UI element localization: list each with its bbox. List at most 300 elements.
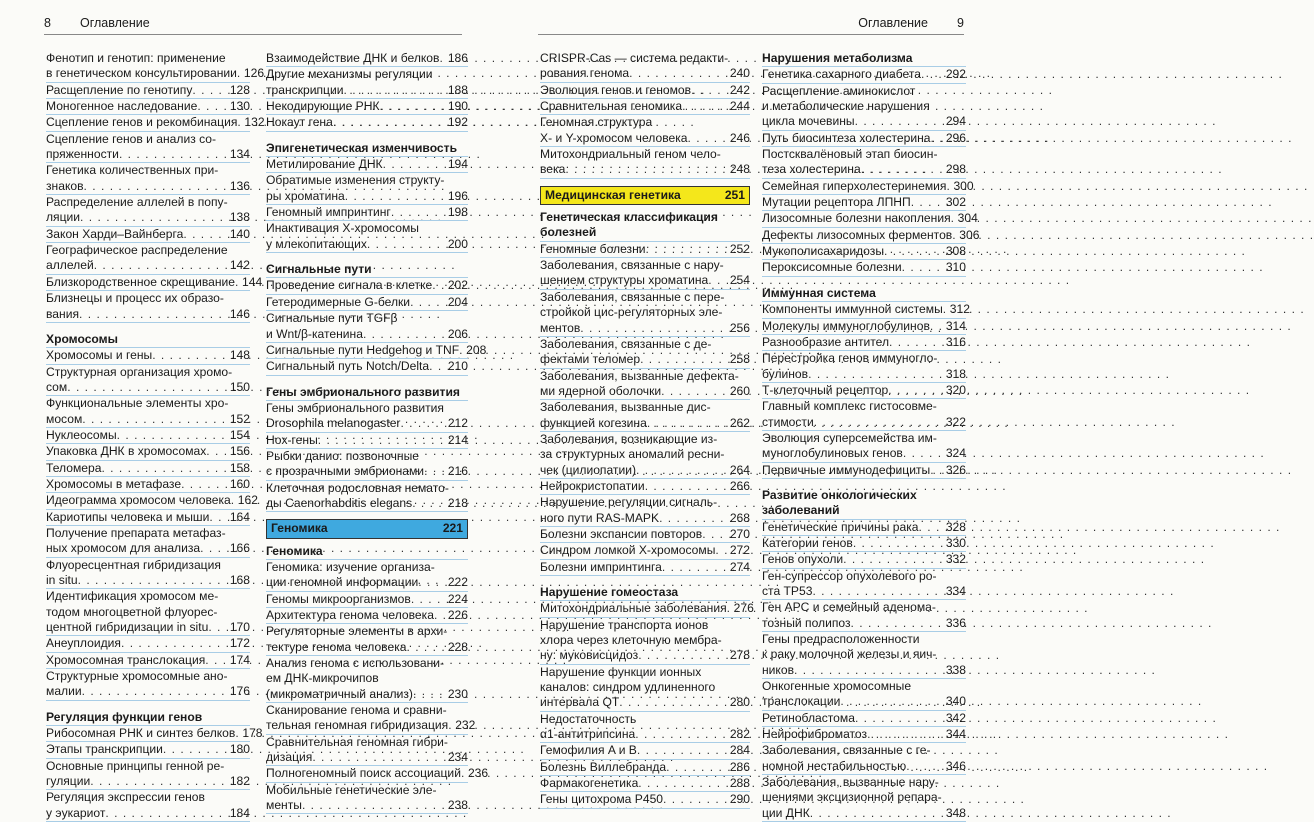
toc-entry[interactable] bbox=[266, 783, 468, 815]
toc-entry-page: 136 bbox=[229, 178, 250, 193]
toc-entry[interactable] bbox=[540, 369, 750, 401]
toc-entry[interactable] bbox=[266, 67, 468, 99]
toc-entry-title: Болезни экспансии повторов bbox=[540, 526, 703, 541]
leader-dots bbox=[318, 433, 445, 448]
toc-entry-title: Гены цитохрома P450 bbox=[540, 792, 664, 807]
toc-entry[interactable] bbox=[540, 792, 750, 808]
toc-entry[interactable] bbox=[46, 132, 250, 164]
toc-entry-page: 258 bbox=[729, 352, 750, 367]
leader-dots bbox=[82, 684, 227, 699]
toc-entry[interactable] bbox=[762, 302, 970, 318]
toc-entry[interactable] bbox=[46, 243, 250, 275]
leader-dots bbox=[840, 694, 942, 709]
toc-entry-title: Эволюция суперсемейства им- bbox=[762, 430, 937, 445]
toc-entry-title: Нуклеосомы bbox=[46, 427, 117, 442]
toc-entry-title: малии bbox=[46, 684, 82, 699]
toc-entry[interactable] bbox=[762, 679, 966, 711]
leader-dots bbox=[930, 463, 943, 478]
part-banner-genomics[interactable] bbox=[266, 519, 468, 538]
toc-entry-page: 216 bbox=[447, 464, 468, 479]
toc-entry[interactable] bbox=[266, 295, 468, 311]
section-heading-embryo-genes: Гены эмбрионального развития bbox=[266, 385, 468, 401]
toc-entry-page: 188 bbox=[447, 82, 468, 97]
toc-entry[interactable] bbox=[540, 665, 750, 712]
toc-entry[interactable] bbox=[46, 558, 250, 590]
toc-entry[interactable] bbox=[540, 712, 750, 744]
toc-entry[interactable] bbox=[46, 653, 250, 669]
toc-entry[interactable] bbox=[46, 444, 250, 460]
leader-dots bbox=[80, 210, 227, 225]
toc-entry-title: ментов bbox=[540, 320, 581, 335]
toc-entry-title: Ген APC и семейный аденома- bbox=[762, 600, 936, 615]
toc-entry-title: Основные принципы генной ре- bbox=[46, 758, 225, 773]
toc-entry[interactable] bbox=[46, 163, 250, 195]
toc-entry-page: 300 bbox=[953, 178, 974, 193]
toc-entry[interactable] bbox=[266, 449, 468, 481]
leader-dots bbox=[432, 278, 445, 293]
leader-dots bbox=[812, 584, 942, 599]
right-page-title: Оглавление bbox=[858, 16, 928, 30]
toc-entry[interactable] bbox=[540, 527, 750, 543]
toc-entry-title: с прозрачными эмбрионами bbox=[266, 464, 425, 479]
toc-entry-title: Заболевания, связанные с пере- bbox=[540, 289, 725, 304]
toc-entry-page: 346 bbox=[945, 758, 966, 773]
toc-entry-title: Сравнительная геномная гибри- bbox=[266, 734, 448, 749]
toc-entry[interactable] bbox=[540, 618, 750, 665]
leader-dots bbox=[410, 295, 445, 310]
toc-entry[interactable] bbox=[762, 244, 966, 260]
toc-entry-title: ных хромосом для анализа bbox=[46, 541, 201, 556]
toc-entry-title: Регуляция экспрессии генов bbox=[46, 790, 205, 805]
toc-entry[interactable] bbox=[540, 760, 750, 776]
toc-entry-title: ем ДНК-микрочипов bbox=[266, 671, 379, 686]
toc-entry[interactable] bbox=[46, 477, 250, 493]
toc-entry-page: 306 bbox=[959, 227, 980, 242]
toc-list bbox=[46, 726, 263, 822]
toc-list bbox=[266, 278, 487, 375]
toc-entry[interactable] bbox=[266, 433, 468, 449]
toc-entry-title: Генетика количественных при- bbox=[46, 163, 219, 178]
toc-entry[interactable] bbox=[46, 365, 250, 397]
leader-dots bbox=[343, 83, 444, 98]
right-page-header bbox=[538, 14, 964, 35]
toc-entry[interactable] bbox=[540, 495, 750, 527]
toc-entry-title: тектуре генома человека bbox=[266, 639, 407, 654]
toc-entry-title: (микроматричный анализ) bbox=[266, 686, 413, 701]
toc-entry-title: ного пути RAS-MAPK bbox=[540, 510, 660, 525]
toc-entry-page: 320 bbox=[945, 382, 966, 397]
toc-entry[interactable] bbox=[762, 727, 966, 743]
leader-dots bbox=[708, 273, 727, 288]
toc-entry[interactable] bbox=[266, 173, 468, 205]
leader-dots bbox=[911, 195, 943, 210]
toc-entry[interactable] bbox=[540, 400, 750, 432]
leader-dots bbox=[197, 99, 227, 114]
toc-entry[interactable] bbox=[46, 83, 250, 99]
toc-entry[interactable] bbox=[540, 560, 750, 576]
toc-entry-title: знаков bbox=[46, 178, 84, 193]
toc-entry-page: 244 bbox=[729, 99, 750, 114]
toc-entry[interactable] bbox=[266, 221, 468, 253]
toc-entry-page: 140 bbox=[229, 226, 250, 241]
toc-entry[interactable] bbox=[46, 227, 250, 243]
leader-dots bbox=[119, 147, 227, 162]
toc-entry[interactable] bbox=[266, 311, 468, 343]
toc-list bbox=[762, 302, 970, 479]
toc-entry[interactable] bbox=[762, 147, 966, 179]
toc-entry[interactable] bbox=[266, 592, 468, 608]
toc-entry-title: Идеограмма хромосом человека bbox=[46, 493, 231, 508]
toc-entry-page: 290 bbox=[729, 792, 750, 807]
toc-entry-title: Дефекты лизосомных ферментов bbox=[762, 227, 953, 242]
toc-entry[interactable] bbox=[46, 742, 250, 758]
part-banner-label: Медицинская генетика bbox=[545, 187, 681, 202]
toc-entry-title: Главный комплекс гистосовме- bbox=[762, 399, 937, 414]
toc-entry-page: 322 bbox=[945, 414, 966, 429]
leader-dots bbox=[638, 648, 727, 663]
toc-entry[interactable] bbox=[46, 493, 258, 509]
toc-entry[interactable] bbox=[762, 600, 966, 632]
toc-entry[interactable] bbox=[266, 51, 468, 67]
toc-entry[interactable] bbox=[540, 83, 750, 99]
toc-entry-page: 274 bbox=[729, 559, 750, 574]
toc-entry[interactable] bbox=[540, 776, 750, 792]
leader-dots bbox=[105, 806, 226, 821]
leader-dots bbox=[635, 727, 727, 742]
toc-entry-title: Структурная организация хромо- bbox=[46, 364, 233, 379]
toc-entry-page: 314 bbox=[945, 318, 966, 333]
toc-entry-title: Постсквалёновый этап биосин- bbox=[762, 147, 938, 162]
toc-entry-page: 232 bbox=[455, 718, 476, 733]
toc-entry-title: Упаковка ДНК в хромосомах bbox=[46, 444, 207, 459]
toc-entry[interactable] bbox=[540, 290, 750, 337]
toc-entry-page: 148 bbox=[229, 348, 250, 363]
toc-entry-title: ну: муковисцидоз bbox=[540, 648, 639, 663]
toc-entry-page: 160 bbox=[229, 476, 250, 491]
leader-dots bbox=[931, 131, 943, 146]
toc-entry[interactable] bbox=[46, 274, 263, 291]
toc-entry-title: стимости bbox=[762, 414, 814, 429]
toc-entry-title: Метилирование ДНК bbox=[266, 157, 383, 172]
toc-entry[interactable] bbox=[46, 348, 250, 364]
toc-entry[interactable] bbox=[540, 99, 750, 115]
toc-entry-title: пряженности bbox=[46, 147, 119, 162]
toc-entry-page: 184 bbox=[229, 805, 250, 820]
leader-dots bbox=[163, 742, 227, 757]
toc-entry[interactable] bbox=[762, 319, 966, 335]
toc-column-2 bbox=[266, 51, 489, 814]
toc-entry-title: Клеточная родословная немато- bbox=[266, 480, 449, 495]
leader-dots bbox=[682, 99, 727, 114]
leader-dots bbox=[79, 307, 227, 322]
toc-entry-title: Некодирующие РНК bbox=[266, 99, 380, 114]
toc-entry-page: 146 bbox=[229, 306, 250, 321]
toc-entry-page: 130 bbox=[229, 99, 250, 114]
toc-entry[interactable] bbox=[266, 481, 468, 513]
toc-entry[interactable] bbox=[540, 601, 754, 617]
toc-list bbox=[266, 559, 489, 815]
toc-entry-title: Разнообразие антител bbox=[762, 334, 890, 349]
toc-entry-title: Болезнь Виллебранда bbox=[540, 759, 667, 774]
toc-entry-title: Регуляторные элементы в архи- bbox=[266, 624, 448, 639]
toc-entry-page: 144 bbox=[242, 274, 263, 289]
toc-entry-title: Распределение аллелей в попу- bbox=[46, 195, 228, 210]
toc-entry[interactable] bbox=[762, 399, 966, 431]
toc-column-4 bbox=[762, 51, 980, 822]
toc-entry-title: Гетеродимерные G-белки bbox=[266, 294, 411, 309]
toc-entry[interactable] bbox=[266, 624, 468, 656]
toc-entry[interactable] bbox=[46, 636, 250, 652]
toc-entry-page: 296 bbox=[945, 130, 966, 145]
toc-entry[interactable] bbox=[266, 99, 468, 115]
toc-entry-page: 312 bbox=[949, 302, 970, 317]
toc-list bbox=[540, 51, 750, 179]
toc-entry[interactable] bbox=[46, 589, 250, 636]
toc-entry-page: 168 bbox=[229, 573, 250, 587]
toc-entry[interactable] bbox=[266, 205, 468, 221]
toc-entry-page: 126 bbox=[243, 66, 265, 81]
toc-entry[interactable] bbox=[540, 543, 750, 559]
toc-entry[interactable] bbox=[266, 359, 468, 375]
leader-dots bbox=[181, 477, 227, 492]
toc-entry[interactable] bbox=[46, 461, 250, 477]
toc-entry-title: муноглобулиновых генов bbox=[762, 446, 903, 461]
left-page-number: 8 bbox=[44, 16, 51, 30]
leader-dots bbox=[810, 806, 943, 821]
toc-entry-page: 152 bbox=[229, 411, 250, 426]
toc-entry[interactable] bbox=[46, 759, 250, 791]
toc-entry[interactable] bbox=[46, 396, 250, 428]
toc-entry[interactable] bbox=[266, 278, 468, 294]
toc-entry[interactable] bbox=[266, 656, 468, 703]
toc-entry-title: рования генома bbox=[540, 66, 630, 81]
toc-entry[interactable] bbox=[762, 195, 966, 211]
part-banner-medical-genetics[interactable] bbox=[540, 186, 750, 205]
toc-entry[interactable] bbox=[762, 775, 966, 822]
toc-entry-title: Ген-супрессор опухолевого ро- bbox=[762, 568, 937, 583]
toc-list bbox=[266, 157, 468, 253]
leader-dots bbox=[380, 99, 445, 114]
section-heading-gene-regulation: Регуляция функции генов bbox=[46, 710, 250, 726]
toc-entry-page: 294 bbox=[945, 114, 966, 129]
toc-list bbox=[762, 67, 980, 276]
toc-entry-title: Структурные хромосомные ано- bbox=[46, 669, 228, 684]
toc-entry-page: 248 bbox=[729, 162, 750, 177]
toc-list bbox=[46, 348, 258, 701]
toc-entry[interactable] bbox=[266, 735, 468, 767]
toc-entry[interactable] bbox=[762, 227, 980, 244]
leader-dots bbox=[152, 348, 227, 363]
section-heading-epigenetic: Эпигенетическая изменчивость bbox=[266, 141, 468, 157]
toc-entry-title: Близкородственное скрещивание bbox=[46, 274, 235, 289]
toc-entry-title: к раку молочной железы и яич- bbox=[762, 647, 937, 662]
leader-dots bbox=[855, 114, 943, 129]
toc-entry-page: 336 bbox=[945, 615, 966, 630]
toc-entry-title: тозный полипоз bbox=[762, 615, 851, 630]
toc-entry-title: Гены предрасположенности bbox=[762, 632, 920, 647]
leader-dots bbox=[383, 157, 445, 172]
toc-entry-title: Мукополисахаридозы bbox=[762, 244, 885, 259]
toc-entry-title: Лизосомные болезни накопления bbox=[762, 211, 951, 226]
toc-entry-page: 176 bbox=[229, 684, 250, 699]
toc-entry[interactable] bbox=[46, 526, 250, 558]
leader-dots bbox=[413, 687, 445, 702]
toc-entry[interactable] bbox=[46, 291, 250, 323]
toc-entry-title: Перестройка генов иммуногло- bbox=[762, 351, 938, 366]
toc-entry[interactable] bbox=[540, 432, 750, 479]
toc-entry-title: булинов bbox=[762, 366, 809, 381]
toc-entry[interactable] bbox=[46, 51, 265, 83]
toc-entry-title: Генетические причины рака bbox=[762, 519, 919, 534]
leader-dots bbox=[429, 359, 445, 374]
leader-dots bbox=[90, 774, 227, 789]
toc-entry[interactable] bbox=[762, 131, 966, 147]
toc-entry-title: Заболевания, вызванные дефекта- bbox=[540, 368, 739, 383]
leader-dots bbox=[580, 321, 727, 336]
toc-entry[interactable] bbox=[540, 743, 750, 759]
toc-entry-page: 156 bbox=[229, 444, 250, 459]
toc-entry-title: в генетическом консультировании bbox=[46, 66, 237, 81]
toc-entry-title: интервала QT bbox=[540, 695, 620, 710]
toc-entry[interactable] bbox=[540, 479, 750, 495]
toc-entry[interactable] bbox=[762, 711, 966, 727]
toc-entry[interactable] bbox=[266, 401, 468, 433]
toc-entry-title: ми ядерной оболочки bbox=[540, 383, 662, 398]
toc-entry-title: Категории генов bbox=[762, 535, 853, 550]
toc-entry[interactable] bbox=[540, 115, 750, 147]
leader-dots bbox=[715, 543, 726, 558]
toc-entry[interactable] bbox=[762, 463, 966, 479]
toc-entry[interactable] bbox=[46, 669, 250, 701]
toc-entry-page: 330 bbox=[945, 535, 966, 550]
toc-entry-page: 202 bbox=[447, 278, 468, 293]
toc-entry[interactable] bbox=[540, 337, 750, 369]
toc-entry[interactable] bbox=[46, 726, 263, 742]
toc-entry[interactable] bbox=[46, 510, 250, 526]
toc-entry[interactable] bbox=[46, 428, 250, 444]
leader-dots bbox=[659, 511, 727, 526]
toc-entry-page: 298 bbox=[945, 162, 966, 177]
leader-dots bbox=[78, 573, 227, 588]
toc-entry[interactable] bbox=[266, 608, 468, 624]
toc-entry[interactable] bbox=[762, 383, 966, 399]
toc-entry-title: за структурных аномалий ресни- bbox=[540, 447, 725, 462]
leader-dots bbox=[688, 131, 727, 146]
toc-entry-page: 326 bbox=[945, 462, 966, 477]
toc-entry[interactable] bbox=[266, 766, 489, 782]
toc-entry-title: Проведение сигнала в клетке bbox=[266, 278, 433, 293]
toc-entry[interactable] bbox=[762, 632, 966, 679]
toc-entry[interactable] bbox=[762, 351, 966, 383]
toc-entry-title: Геномы микроорганизмов bbox=[266, 591, 411, 606]
toc-entry-page: 338 bbox=[945, 662, 966, 677]
toc-entry-page: 282 bbox=[729, 727, 750, 742]
leader-dots bbox=[889, 335, 943, 350]
toc-list bbox=[46, 51, 265, 323]
toc-entry-title: Drosophila melanogaster bbox=[266, 416, 401, 431]
toc-entry-page: 292 bbox=[945, 67, 966, 82]
toc-entry[interactable] bbox=[540, 258, 750, 290]
toc-entry[interactable] bbox=[762, 84, 966, 131]
toc-entry-page: 186 bbox=[447, 51, 468, 65]
toc-entry-page: 172 bbox=[229, 636, 250, 651]
toc-entry-title: Сигнальные пути Hedgehog и TNF bbox=[266, 342, 460, 357]
leader-dots bbox=[418, 575, 445, 590]
toc-entry[interactable] bbox=[762, 67, 966, 83]
toc-entry-page: 182 bbox=[229, 774, 250, 789]
leader-dots bbox=[702, 527, 727, 542]
toc-entry-page: 198 bbox=[447, 205, 468, 220]
toc-entry[interactable] bbox=[762, 335, 966, 351]
toc-entry[interactable] bbox=[540, 242, 750, 258]
toc-entry-page: 210 bbox=[447, 359, 468, 374]
toc-entry-title: у эукариот bbox=[46, 805, 106, 820]
toc-entry[interactable] bbox=[266, 703, 476, 735]
leader-dots bbox=[192, 83, 226, 98]
toc-entry-title: Другие механизмы регуляции bbox=[266, 67, 433, 82]
toc-entry-page: 256 bbox=[729, 320, 750, 335]
toc-entry[interactable] bbox=[46, 115, 265, 131]
toc-entry[interactable] bbox=[266, 560, 468, 592]
toc-entry-title: Т-клеточный рецептор bbox=[762, 382, 889, 397]
toc-entry[interactable] bbox=[762, 178, 974, 195]
toc-entry[interactable] bbox=[46, 790, 250, 822]
toc-entry-title: Анеуплоидия bbox=[46, 636, 121, 651]
toc-entry[interactable] bbox=[540, 51, 750, 83]
toc-entry[interactable] bbox=[762, 552, 966, 568]
toc-entry-page: 328 bbox=[945, 519, 966, 534]
toc-entry-page: 260 bbox=[729, 383, 750, 398]
leader-dots bbox=[101, 461, 226, 476]
leader-dots bbox=[434, 608, 445, 623]
toc-entry[interactable] bbox=[762, 569, 966, 601]
leader-dots bbox=[367, 237, 445, 252]
toc-entry-title: Сигнальный путь Notch/Delta bbox=[266, 359, 430, 374]
toc-entry[interactable] bbox=[762, 743, 966, 775]
toc-entry[interactable] bbox=[540, 147, 750, 179]
toc-entry-title: Закон Харди–Вайнберга bbox=[46, 226, 184, 241]
toc-entry-title: Генетика сахарного диабета bbox=[762, 67, 921, 82]
leader-dots bbox=[400, 416, 444, 431]
toc-entry[interactable] bbox=[266, 157, 468, 173]
toc-entry[interactable] bbox=[762, 536, 966, 552]
toc-entry-title: Архитектура генома человека bbox=[266, 608, 434, 622]
toc-entry[interactable] bbox=[266, 342, 487, 359]
leader-dots bbox=[200, 541, 227, 556]
toc-entry-title: α1-антитрипсина bbox=[540, 727, 636, 742]
toc-entry-page: 284 bbox=[729, 743, 750, 758]
toc-entry-title: in situ bbox=[46, 573, 78, 587]
toc-entry[interactable] bbox=[762, 211, 978, 227]
toc-entry-title: хлора через клеточную мембра- bbox=[540, 633, 722, 648]
toc-entry-title: Геномика: изучение организа- bbox=[266, 559, 435, 574]
toc-entry-page: 174 bbox=[229, 652, 250, 667]
toc-entry[interactable] bbox=[762, 520, 966, 536]
toc-entry[interactable] bbox=[46, 195, 250, 227]
toc-entry-title: Заболевания, связанные с ге- bbox=[762, 743, 931, 758]
toc-entry[interactable] bbox=[762, 260, 966, 276]
toc-entry[interactable] bbox=[46, 99, 250, 115]
toc-entry-title: менты bbox=[266, 798, 302, 813]
toc-entry[interactable] bbox=[762, 431, 966, 463]
toc-entry-title: у млекопитающих bbox=[266, 236, 367, 251]
toc-entry-page: 302 bbox=[945, 195, 966, 210]
toc-entry[interactable] bbox=[266, 115, 468, 131]
toc-entry-title: Митохондриальные заболевания bbox=[540, 601, 727, 616]
section-heading-chromosomes: Хромосомы bbox=[46, 332, 250, 348]
leader-dots bbox=[84, 179, 227, 194]
leader-dots bbox=[691, 83, 727, 98]
